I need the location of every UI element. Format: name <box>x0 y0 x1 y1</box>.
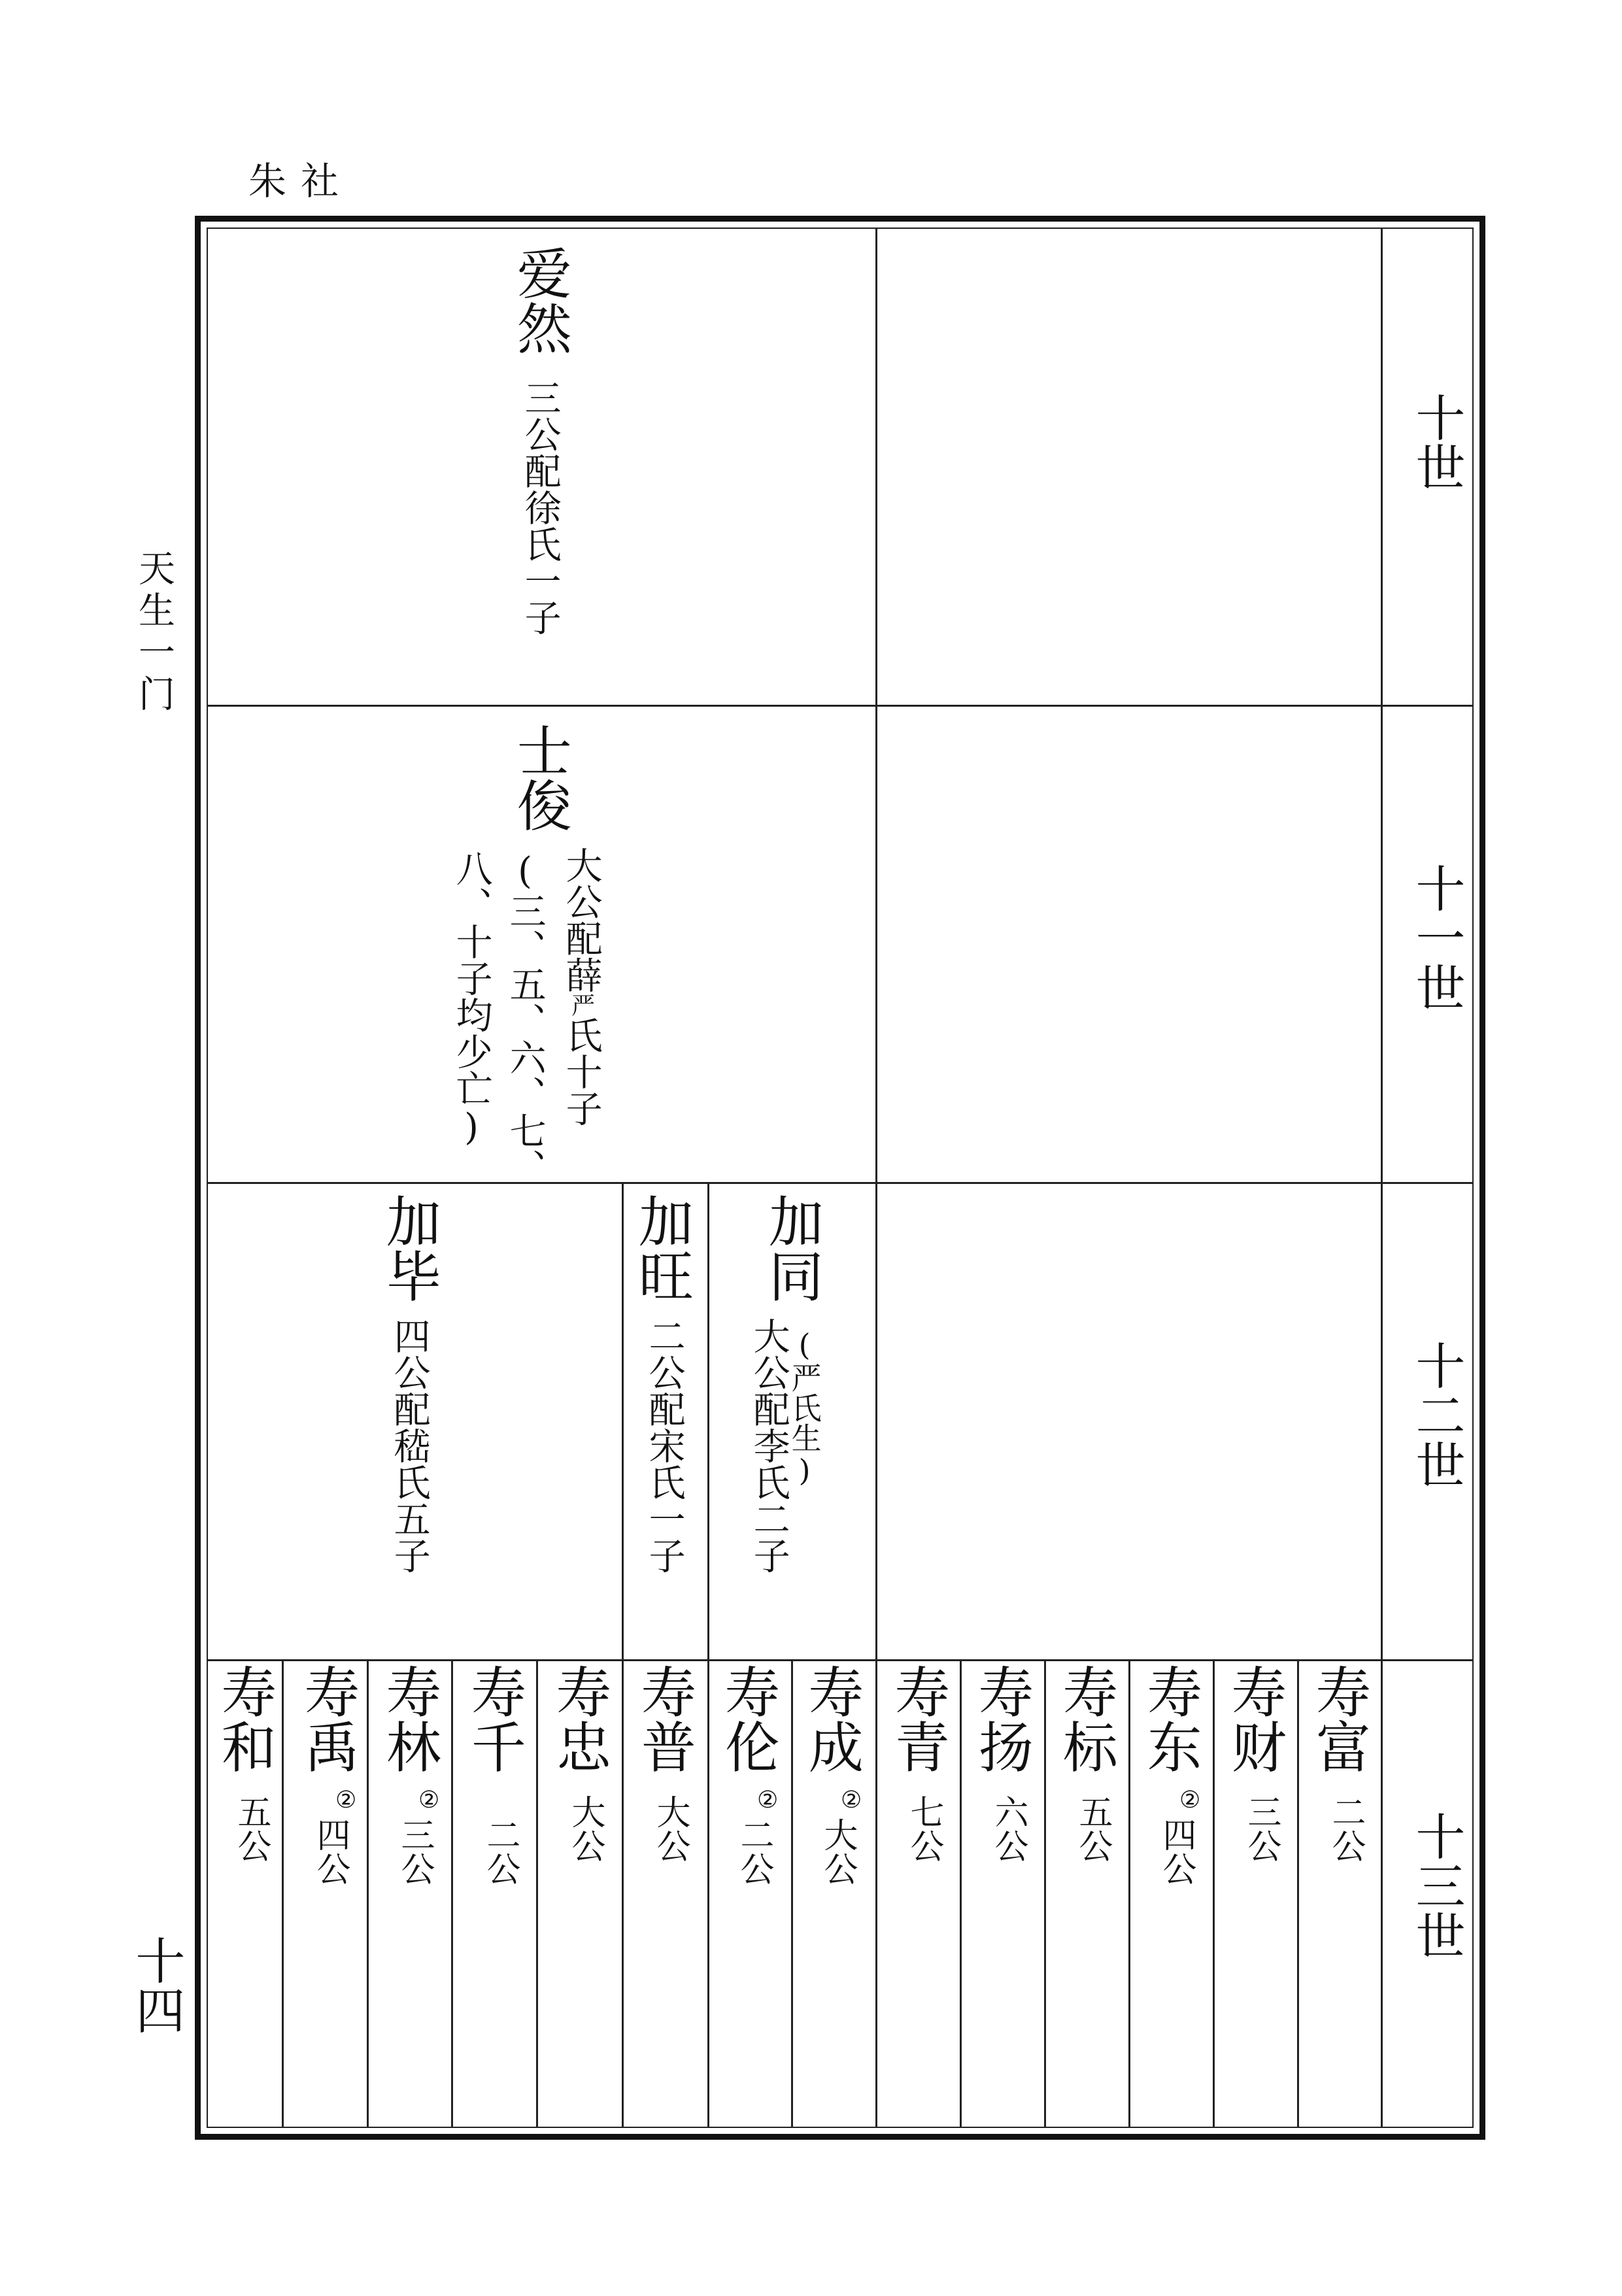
note-suffix: 氏十子 <box>560 1017 603 1126</box>
row-divider <box>207 705 1474 707</box>
person-note-paren: (三、五、六、七、 <box>503 850 547 1185</box>
person-name: 寿青 <box>886 1664 951 1774</box>
column-divider <box>367 1659 369 2128</box>
column-divider <box>622 1182 624 1661</box>
person-rank: 大公 <box>566 1795 605 1863</box>
column-divider <box>707 1182 709 1661</box>
person-rank: 六公 <box>988 1795 1028 1863</box>
person-rank: 五公 <box>1073 1795 1112 1863</box>
person-rank: 二公 <box>481 1817 520 1885</box>
person-rank: 五公 <box>231 1795 271 1863</box>
person-name: 寿成 <box>800 1664 864 1774</box>
person-note: 二公配宋氏一子 <box>643 1317 686 1574</box>
person-rank: 大公 <box>818 1817 857 1885</box>
person-note <box>561 847 601 1126</box>
person-name: 加同 <box>760 1193 824 1303</box>
note-superscript: 严 <box>567 993 595 1017</box>
person-rank: 七公 <box>904 1795 943 1863</box>
person-name: 寿东 <box>1138 1664 1203 1774</box>
person-name: 寿财 <box>1223 1664 1287 1774</box>
column-divider <box>960 1659 962 2128</box>
generation-label-11: 十一世 <box>1408 863 1466 1012</box>
person-rank: 四公 <box>311 1817 350 1885</box>
person-name: 爱然 <box>508 245 573 355</box>
row-divider <box>207 1182 1474 1184</box>
person-name: 寿禹 <box>296 1664 360 1774</box>
page-number: 十四 <box>127 1935 186 2034</box>
person-note: 三公配徐氏一子 <box>518 379 562 635</box>
child-count-marker: ② <box>1179 1787 1201 1814</box>
person-rank: 二公 <box>734 1817 773 1885</box>
column-divider <box>622 1659 624 2128</box>
generation-column-divider <box>1381 228 1383 2128</box>
person-name: 加毕 <box>377 1193 442 1303</box>
column-divider <box>282 1659 284 2128</box>
column-divider <box>1044 1659 1046 2128</box>
column-divider <box>1213 1659 1215 2128</box>
child-count-marker: ② <box>418 1787 440 1814</box>
generation-label-10: 十世 <box>1408 392 1466 492</box>
child-count-marker: ② <box>335 1787 357 1814</box>
person-name: 寿标 <box>1054 1664 1119 1774</box>
person-name: 士俊 <box>508 722 573 832</box>
person-name: 寿忠 <box>547 1664 612 1774</box>
column-divider <box>451 1659 453 2128</box>
note-surname: 薛 <box>560 956 603 993</box>
child-count-marker: ② <box>841 1787 862 1814</box>
person-name: 寿伦 <box>716 1664 781 1774</box>
person-rank: 四公 <box>1157 1817 1196 1885</box>
person-rank: 三公 <box>1242 1795 1281 1863</box>
column-divider <box>1297 1659 1299 2128</box>
person-name: 寿富 <box>1307 1664 1372 1774</box>
child-count-marker: ② <box>757 1787 779 1814</box>
column-divider <box>875 1182 877 1661</box>
person-name: 寿普 <box>632 1664 697 1774</box>
person-name: 寿扬 <box>970 1664 1034 1774</box>
person-rank: 三公 <box>395 1817 434 1885</box>
column-divider <box>536 1659 538 2128</box>
side-label: 天生一门 <box>133 549 175 717</box>
note-prefix: 大公配 <box>560 847 603 956</box>
row-divider <box>207 1659 1474 1661</box>
person-note: 大公配李氏二子 <box>747 1317 790 1574</box>
person-rank: 二公 <box>1326 1795 1365 1863</box>
person-note-paren: 八、十子均少亡) <box>450 850 493 1149</box>
person-note-paren: (严氏生) <box>786 1327 822 1488</box>
column-divider <box>875 1659 877 2128</box>
column-divider <box>1128 1659 1130 2128</box>
person-name: 加旺 <box>630 1193 694 1303</box>
person-name: 寿千 <box>462 1664 527 1774</box>
column-divider <box>875 228 877 1183</box>
generation-label-13: 十三世 <box>1408 1811 1466 1960</box>
column-divider <box>707 1659 709 2128</box>
person-name: 寿林 <box>377 1664 442 1774</box>
column-divider <box>791 1659 793 2128</box>
person-name: 寿和 <box>212 1664 277 1774</box>
person-rank: 大公 <box>650 1795 690 1863</box>
page-header: 朱社 <box>248 159 354 203</box>
generation-label-12: 十二世 <box>1408 1340 1466 1489</box>
person-note: 四公配嵇氏五子 <box>388 1317 431 1574</box>
